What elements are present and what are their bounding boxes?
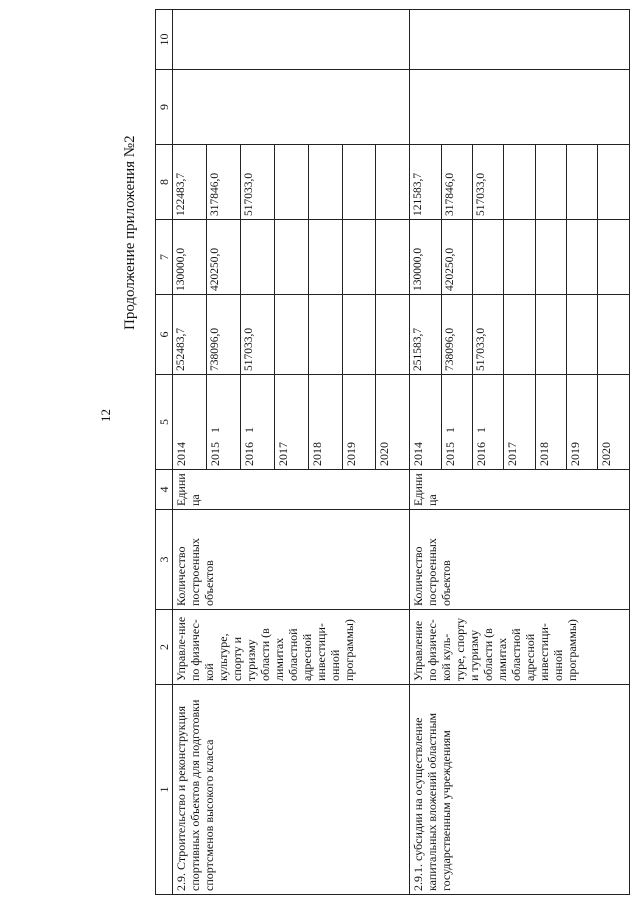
total-cost-cell: 738096,0 [441, 295, 472, 375]
column-number: 6 [156, 295, 173, 375]
measure-name-cell: 2.9. Строительство и реконструкция спортивных объектов для подготовки спортсменов высокого класса [173, 685, 410, 895]
total-cost-cell: 738096,0 [206, 295, 240, 375]
page-number: 12 [98, 409, 113, 422]
federal-budget-cell [376, 220, 410, 295]
year-cell [441, 375, 472, 470]
appendix-heading: Продолжение приложения №2 [122, 135, 138, 330]
total-cost-cell: 251583,7 [410, 295, 441, 375]
empty-cell [410, 70, 630, 145]
regional-budget-cell [598, 145, 630, 220]
measure-name-cell: 2.9.1. субсидии на осуществление капитальных вложений областным государственным учреждениям [410, 685, 630, 895]
empty-cell [410, 10, 630, 70]
federal-budget-cell: 420250,0 [441, 220, 472, 295]
federal-budget-cell [308, 220, 342, 295]
total-cost-cell: 517033,0 [240, 295, 274, 375]
year-cell: 2017 [504, 375, 535, 470]
total-cost-cell: 252483,7 [173, 295, 207, 375]
regional-budget-cell [376, 145, 410, 220]
indicator-name-cell: Количество построенных объектов [410, 510, 630, 610]
federal-budget-cell [535, 220, 566, 295]
total-cost-cell [342, 295, 376, 375]
regional-budget-cell [308, 145, 342, 220]
total-cost-cell [504, 295, 535, 375]
total-cost-cell [598, 295, 630, 375]
empty-cell [173, 10, 410, 70]
column-number-row [156, 10, 173, 895]
regional-budget-cell: 317846,0 [441, 145, 472, 220]
column-number: 4 [156, 470, 173, 510]
regional-budget-cell [504, 145, 535, 220]
total-cost-cell [308, 295, 342, 375]
column-number: 3 [156, 510, 173, 610]
indicator-value: 1 [241, 427, 256, 433]
federal-budget-cell [567, 220, 598, 295]
table-row [410, 10, 441, 895]
year-cell: 2019 [342, 375, 376, 470]
regional-budget-cell [342, 145, 376, 220]
federal-budget-cell: 130000,0 [410, 220, 441, 295]
indicator-value: 1 [442, 427, 457, 433]
year-cell [240, 375, 274, 470]
indicator-value: 1 [207, 427, 222, 433]
regional-budget-cell: 517033,0 [240, 145, 274, 220]
year-label: 2016 [474, 442, 489, 466]
year-cell: 2014 [173, 375, 207, 470]
column-number: 2 [156, 610, 173, 685]
regional-budget-cell: 122483,7 [173, 145, 207, 220]
year-cell: 2020 [598, 375, 630, 470]
regional-budget-cell: 317846,0 [206, 145, 240, 220]
year-cell: 2018 [308, 375, 342, 470]
federal-budget-cell: 420250,0 [206, 220, 240, 295]
year-label: 2015 [442, 442, 457, 466]
year-cell: 2014 [410, 375, 441, 470]
total-cost-cell: 517033,0 [473, 295, 504, 375]
appendix-table-rotated [155, 10, 630, 895]
column-number: 9 [156, 70, 173, 145]
regional-budget-cell [274, 145, 308, 220]
table-row [173, 10, 207, 895]
total-cost-cell [535, 295, 566, 375]
column-number: 10 [156, 10, 173, 70]
year-label: 2016 [241, 442, 256, 466]
year-cell: 2019 [567, 375, 598, 470]
appendix-table [155, 9, 630, 895]
total-cost-cell [376, 295, 410, 375]
unit-cell: Едини ца [410, 470, 630, 510]
unit-cell: Едини ца [173, 470, 410, 510]
federal-budget-cell [342, 220, 376, 295]
federal-budget-cell [598, 220, 630, 295]
indicator-name-cell: Количество построенных объектов [173, 510, 410, 610]
indicator-value: 1 [474, 427, 489, 433]
column-number: 1 [156, 685, 173, 895]
responsible-executor-cell: Управле-ние по физичес-кой культуре, спорту и туризму области (в лимитах областной адресной инвестици-онной программы) [173, 610, 410, 685]
column-number: 5 [156, 375, 173, 470]
regional-budget-cell [535, 145, 566, 220]
total-cost-cell [274, 295, 308, 375]
year-cell: 2018 [535, 375, 566, 470]
federal-budget-cell: 130000,0 [173, 220, 207, 295]
year-cell [206, 375, 240, 470]
empty-cell [173, 70, 410, 145]
federal-budget-cell [504, 220, 535, 295]
regional-budget-cell [567, 145, 598, 220]
column-number: 8 [156, 145, 173, 220]
total-cost-cell [567, 295, 598, 375]
year-label: 2015 [207, 442, 222, 466]
year-cell: 2017 [274, 375, 308, 470]
federal-budget-cell [240, 220, 274, 295]
year-cell [473, 375, 504, 470]
regional-budget-cell: 121583,7 [410, 145, 441, 220]
regional-budget-cell: 517033,0 [473, 145, 504, 220]
responsible-executor-cell: Управление по физичес-кой куль-туре, спорту и туризму области (в лимитах областной адресной инвестици-онной программы) [410, 610, 630, 685]
federal-budget-cell [473, 220, 504, 295]
federal-budget-cell [274, 220, 308, 295]
year-cell: 2020 [376, 375, 410, 470]
column-number: 7 [156, 220, 173, 295]
